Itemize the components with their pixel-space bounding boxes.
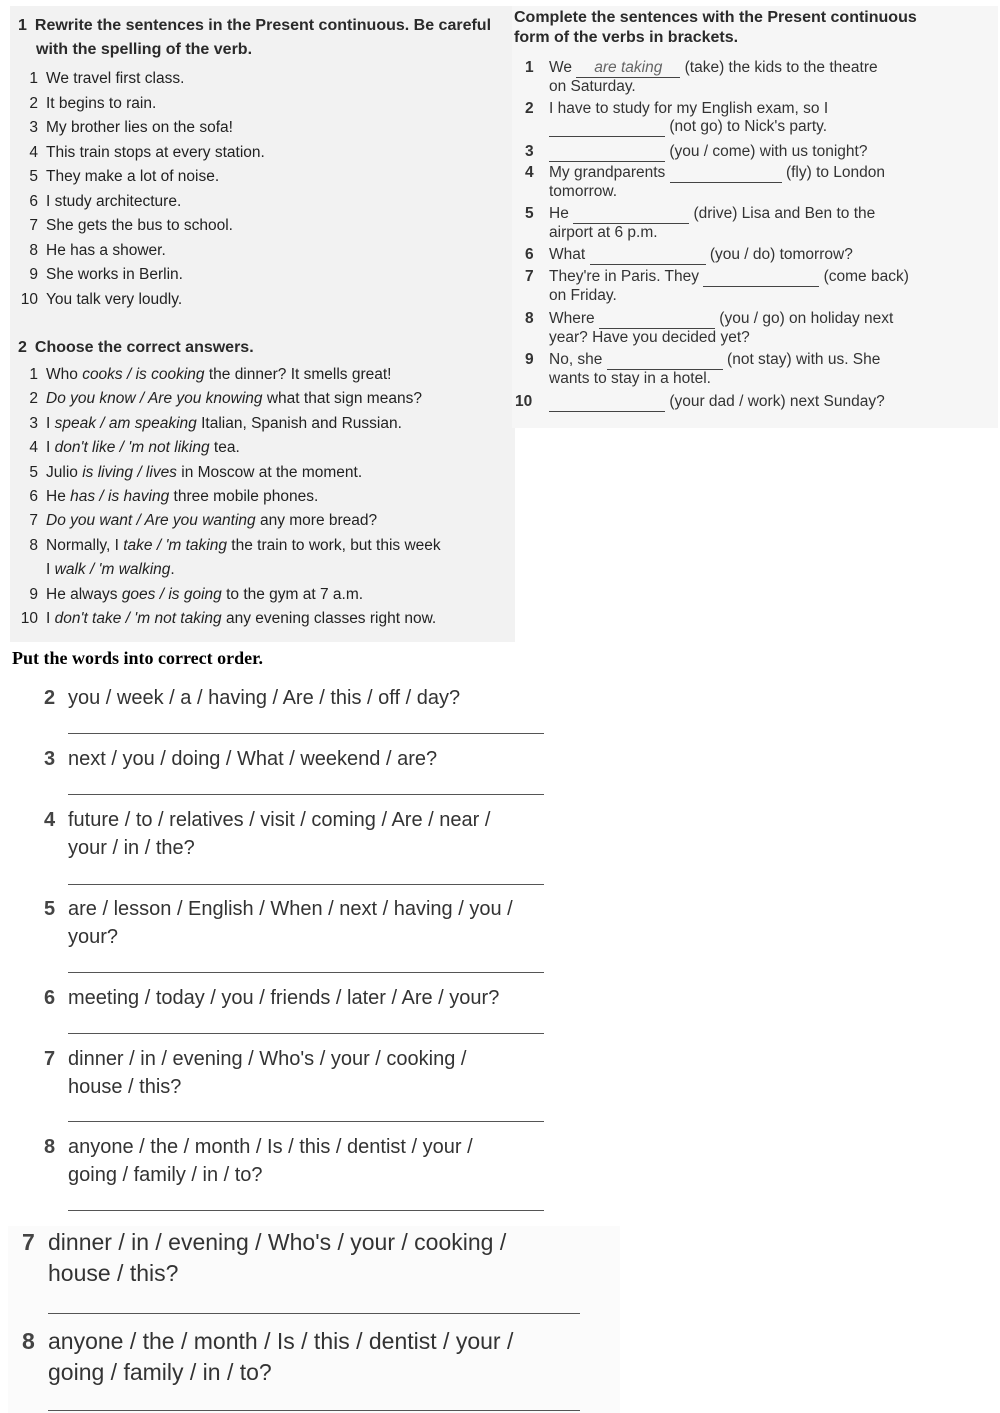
item-number: 6 [44,987,56,1009]
ex4-question [44,1045,548,1101]
sentence-post: any evening classes right now. [221,610,437,627]
answer-line[interactable] [68,1121,544,1122]
ex3-answer-8[interactable] [599,310,715,329]
answer-line[interactable] [48,1410,580,1411]
answer-line[interactable] [68,1210,544,1211]
item-number: 3 [29,119,38,136]
item-number: 5 [44,898,56,920]
answer-line[interactable] [68,972,544,973]
ex1-sentence [12,70,184,88]
sentence-text: You talk very loudly. [46,290,183,308]
scrambled-words-cont: going / family / in / to? [48,1359,272,1385]
answer-options[interactable]: is living / lives [82,463,177,481]
answer-line[interactable] [68,884,544,885]
exercise-3-title-cont: form of the verbs in brackets. [514,29,739,46]
item-number: 8 [29,536,38,554]
sentence-text: He has a shower. [46,241,166,259]
ex1-sentence [12,119,233,137]
ex2-sentence [12,366,392,384]
sentence-pre: I [46,561,55,579]
ex4-question [44,806,548,862]
ex2-sentence [12,512,377,530]
ex3-answer-7[interactable] [703,268,819,287]
ex2-sentence [12,439,240,457]
scrambled-words: meeting / today / you / friends / later / Are / your? [68,987,500,1009]
ex3-item-4: 4 My grandparents (fly) to London tomorrow. [525,164,886,200]
item-number: 6 [29,192,38,210]
item-number: 3 [29,414,38,432]
ex4-question-large [22,1227,608,1289]
answer-options[interactable]: don't like / 'm not liking [54,439,210,457]
item-number: 8 [44,1136,56,1158]
ex1-sentence [12,266,183,284]
answer-options[interactable]: has / is having [70,488,170,505]
item-number: 9 [29,585,38,603]
item-number: 4 [29,143,38,161]
ex2-sentence [12,415,402,433]
item-number: 6 [29,488,38,505]
exercise-3-title: Complete the sentences with the Present continuous [514,9,917,26]
ex1-sentence [12,168,219,186]
ex3-answer-4[interactable] [670,164,782,183]
item-number: 4 [29,439,38,457]
ex3-answer-3[interactable] [549,143,665,162]
item-number: 2 [29,94,38,112]
item-number: 7 [44,1048,56,1070]
ex3-item-9: 9 No, she (not stay) with us. She wants to stay in a hotel. [525,351,881,387]
ex4-question-large [22,1326,608,1388]
item-number: 8 [22,1328,35,1354]
sentence-pre: Julio [46,463,83,481]
scrambled-words: dinner / in / evening / Who's / your / cooking / [68,1048,467,1070]
ex3-answer-2[interactable] [549,118,665,137]
sentence-post: tea. [209,439,240,457]
sentence-text: We travel first class. [46,70,185,87]
sentence-text: She works in Berlin. [46,266,183,283]
answer-options[interactable]: cooks / is cooking [82,366,205,383]
ex3-item-1: 1 We are taking (take) the kids to the theatre on Saturday. [525,59,878,95]
scrambled-words: you / week / a / having / Are / this / off / day? [68,687,461,709]
answer-options[interactable]: walk / 'm walking [54,561,171,579]
sentence-post: to the gym at 7 a.m. [221,585,364,603]
answer-options[interactable]: speak / am speaking [54,414,197,432]
sentence-pre: I [46,414,55,432]
ex3-item-2: 2 I have to study for my English exam, so I (not go) to Nick's party. [525,100,829,135]
ex3-item-7: 7 They're in Paris. They (come back) on Friday. [525,268,909,304]
sentence-pre: Who [46,366,83,383]
ex3-answer-6[interactable] [590,246,706,265]
ex3-item-3: 3 (you / come) with us tonight? [525,143,868,160]
item-number: 9 [29,266,38,283]
item-number: 1 [29,366,38,383]
ex4-question [44,984,548,1012]
ex4-question [44,1133,548,1189]
sentence-text: They make a lot of noise. [46,168,220,185]
ex1-sentence [12,95,156,113]
sentence-text: She gets the bus to school. [46,217,233,234]
ex2-sentence [12,464,362,482]
item-number: 3 [44,748,56,770]
answer-line[interactable] [48,1313,580,1314]
ex1-sentence [12,193,181,211]
sentence-text: It begins to rain. [46,94,157,112]
item-number: 10 [20,610,38,627]
scrambled-words: future / to / relatives / visit / coming / Are / near / [68,809,491,831]
item-number: 7 [29,512,38,530]
sentence-post: any more bread? [255,512,378,530]
answer-line[interactable] [68,794,544,795]
scrambled-words-cont: house / this? [48,1260,179,1286]
ex2-sentence [12,610,436,628]
sentence-text: My brother lies on the sofa! [46,119,233,136]
ex3-answer-9[interactable] [607,351,723,370]
ex1-sentence [12,144,265,162]
exercise-1-title: 1 Rewrite the sentences in the Present continuous. Be careful [18,17,492,34]
sentence-post: what that sign means? [262,390,422,408]
sentence-pre: Normally, I [46,536,124,554]
ex2-sentence [12,537,441,555]
answer-options[interactable]: take / 'm taking [123,536,227,554]
ex1-sentence [12,291,182,309]
item-number: 2 [29,390,38,408]
scrambled-words: are / lesson / English / When / next / having / you / [68,898,513,920]
item-number: 2 [44,687,56,709]
ex2-sentence [12,586,363,604]
sentence-pre: I [46,610,55,627]
exercise-2-title: 2 Choose the correct answers. [18,339,254,356]
item-number: 1 [29,70,38,87]
sentence-post: in Moscow at the moment. [176,463,363,481]
sentence-pre: He [46,488,71,505]
ex4-question [44,745,548,773]
answer-line[interactable] [68,733,544,734]
item-number: 7 [22,1229,35,1255]
ex3-item-10: 10 (your dad / work) next Sunday? [515,393,885,410]
scrambled-words: next / you / doing / What / weekend / are? [68,748,438,770]
scrambled-words: dinner / in / evening / Who's / your / cooking / [48,1229,507,1255]
ex1-sentence [12,217,233,235]
scrambled-words: anyone / the / month / Is / this / dentist / your / [68,1136,473,1158]
ex2-sentence [12,561,175,579]
answer-options[interactable]: goes / is going [121,585,222,603]
sentence-pre: I [46,439,55,457]
ex4-question [44,895,548,951]
ex3-item-5: 5 He (drive) Lisa and Ben to the airport at 6 p.m. [525,205,876,241]
sentence-post: Italian, Spanish and Russian. [196,414,402,432]
scrambled-words: anyone / the / month / Is / this / dentist / your / [48,1328,514,1354]
scrambled-words-cont: your / in / the? [68,837,195,859]
ex2-sentence [12,488,318,506]
ex3-answer-1[interactable]: are taking [576,59,680,78]
ex4-question [44,684,548,712]
sentence-text: This train stops at every station. [46,143,265,161]
exercise-4-title: Put the words into correct order. [12,648,263,668]
item-number: 8 [29,241,38,259]
ex3-item-8: 8 Where (you / go) on holiday next year? Have you decided yet? [525,310,894,346]
item-number: 7 [29,217,38,234]
scrambled-words-cont: going / family / in / to? [68,1164,263,1186]
item-number: 5 [29,168,38,185]
ex2-sentence [12,390,422,408]
ex3-item-6: 6 What (you / do) tomorrow? [525,246,853,263]
exercise-1-title-cont: with the spelling of the verb. [36,41,253,58]
answer-options[interactable]: don't take / 'm not taking [54,610,222,627]
item-number: 4 [44,809,56,831]
ex1-sentence [12,242,166,260]
scrambled-words-cont: your? [68,926,119,948]
sentence-post: the train to work, but this week [227,536,441,554]
item-number: 5 [29,463,38,481]
ex3-answer-10[interactable] [549,393,665,412]
ex3-answer-5[interactable] [573,205,689,224]
sentence-post: three mobile phones. [169,488,319,505]
scrambled-words-cont: house / this? [68,1076,182,1098]
sentence-pre: He always [46,585,122,603]
answer-options[interactable]: Do you know / Are you knowing [46,390,263,408]
sentence-post: the dinner? It smells great! [204,366,392,383]
sentence-post: . [170,561,175,579]
item-number: 10 [20,290,38,308]
answer-line[interactable] [68,1033,544,1034]
sentence-text: I study architecture. [46,192,182,210]
answer-options[interactable]: Do you want / Are you wanting [46,512,256,530]
